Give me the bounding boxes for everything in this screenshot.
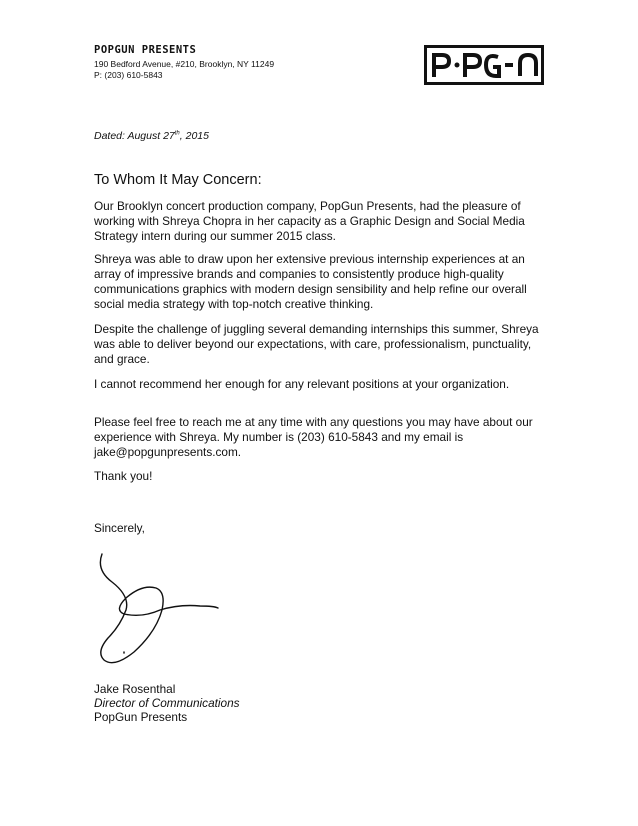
letter-paragraph: Please feel free to reach me at any time with any questions you may have about our experience with Shreya. My number is (203) 610-5843 and my email is jake@popgunpresents.com. [94, 415, 533, 459]
signatory-title: Director of Communications [94, 696, 240, 710]
letterhead-address: 190 Bedford Avenue, #210, Brooklyn, NY 11249 [94, 59, 275, 69]
date-year: , 2015 [179, 130, 209, 142]
letter-paragraph: Thank you! [94, 469, 153, 483]
salutation: To Whom It May Concern: [94, 172, 262, 188]
closing: Sincerely, [94, 521, 145, 535]
popgun-logo [424, 45, 544, 85]
signatory-company: PopGun Presents [94, 710, 188, 724]
date-ordinal: th [174, 130, 180, 137]
signatory-name: Jake Rosenthal [94, 682, 176, 696]
letter-paragraph: I cannot recommend her enough for any relevant positions at your organization. [94, 377, 510, 391]
handwritten-signature [90, 548, 230, 668]
letter-paragraph: Our Brooklyn concert production company, PopGun Presents, had the pleasure of working with Shreya Chopra in her capacity as a Graphic Design and Social Media Strategy intern during our summer 2015 class. [94, 199, 525, 243]
letter-paragraph: Shreya was able to draw upon her extensive previous internship experiences at an array of impressive brands and companies to consistently produce high-quality communications graphics with modern design sensibility and help refine our overall social media strategy with top-notch creative thinking. [94, 252, 527, 311]
letterhead-company-name: POPGUN PRESENTS [94, 44, 197, 56]
letter-paragraph: Despite the challenge of juggling several demanding internships this summer, Shreya was able to deliver beyond our expectations, with care, professionalism, punctuality, and grace. [94, 322, 539, 366]
letter-date [94, 130, 209, 142]
date-text: Dated: August 27 [94, 130, 175, 142]
letterhead-phone: P: (203) 610-5843 [94, 70, 163, 80]
